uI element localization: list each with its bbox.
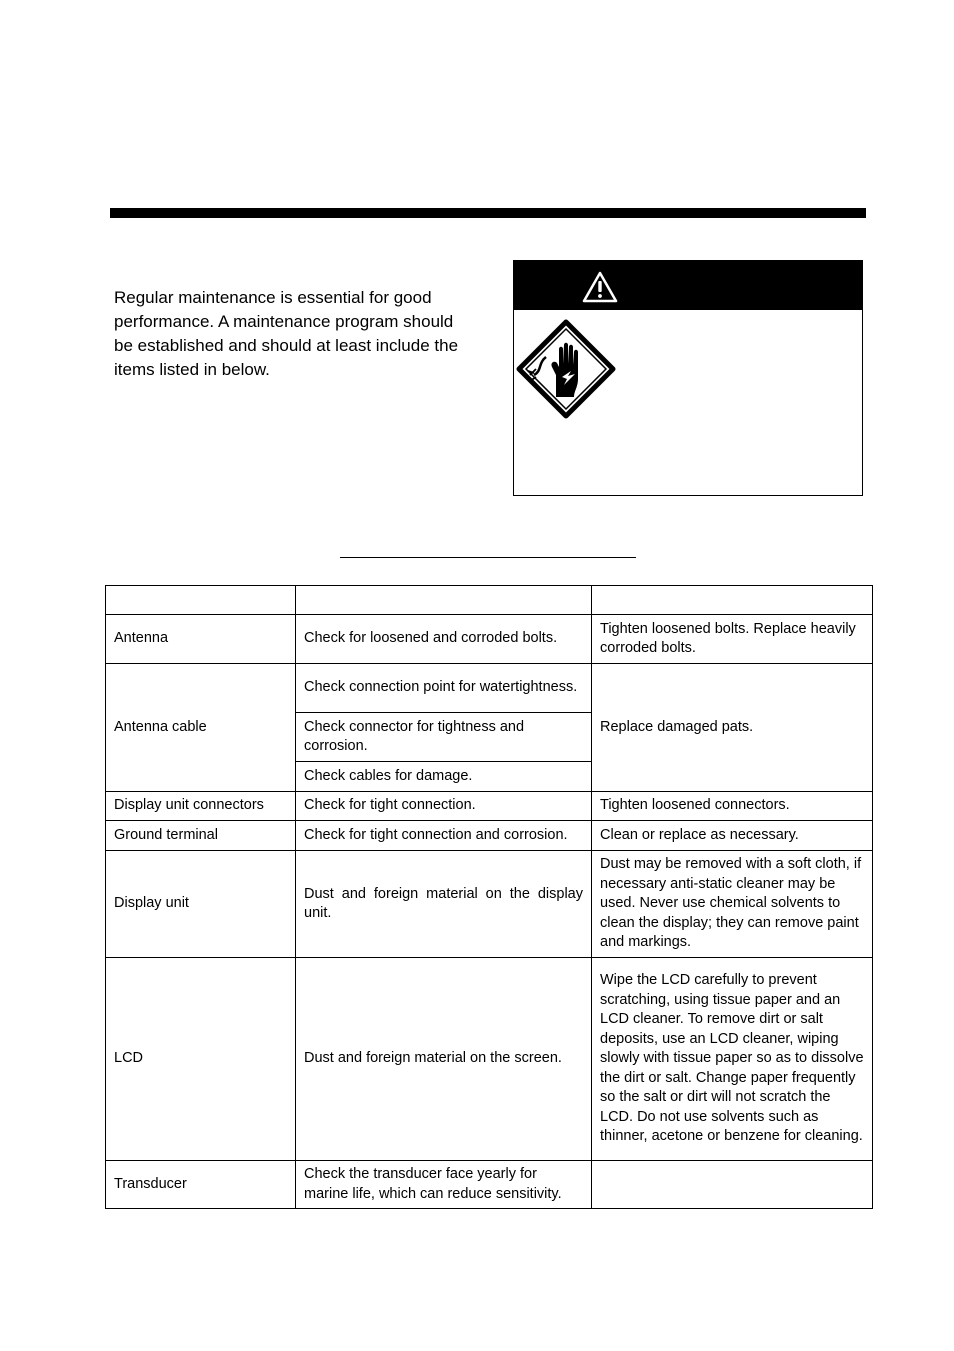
remedy-cell: Tighten loosened bolts. Replace heavily corroded bolts. xyxy=(592,615,873,664)
table-row xyxy=(106,1161,873,1209)
item-cell: Transducer xyxy=(106,1161,296,1209)
remedy-cell: Clean or replace as necessary. xyxy=(592,821,873,851)
table-row xyxy=(106,664,873,713)
intro-paragraph: Regular maintenance is essential for good performance. A maintenance program should be established and should at least include the items listed in below. xyxy=(114,288,459,379)
warning-header xyxy=(514,261,862,310)
remedy-cell xyxy=(592,1161,873,1209)
warning-box xyxy=(513,260,863,496)
table-row xyxy=(106,615,873,664)
table-title-underline xyxy=(340,557,636,558)
item-cell: Display unit xyxy=(106,851,296,958)
table-row xyxy=(106,821,873,851)
check-cell: Check cables for damage. xyxy=(296,762,592,792)
remedy-cell: Dust may be removed with a soft cloth, if necessary anti-static cleaner may be used. Never use chemical solvents to clean the display; they can remove paint and markings. xyxy=(592,851,873,958)
maintenance-table xyxy=(105,585,873,1209)
item-cell: Antenna xyxy=(106,615,296,664)
electric-shock-hand-icon xyxy=(516,319,616,419)
check-cell: Check for tight connection and corrosion. xyxy=(296,821,592,851)
check-cell: Check connector for tightness and corrosion. xyxy=(296,713,592,762)
header-cell xyxy=(296,586,592,615)
item-cell: Ground terminal xyxy=(106,821,296,851)
header-cell xyxy=(106,586,296,615)
table-header-row xyxy=(106,586,873,615)
remedy-cell: Replace damaged pats. xyxy=(592,664,873,792)
section-heading-bar xyxy=(110,208,866,218)
check-cell: Check for loosened and corroded bolts. xyxy=(296,615,592,664)
check-cell: Dust and foreign material on the display unit. xyxy=(296,851,592,958)
item-cell: Display unit connectors xyxy=(106,792,296,821)
header-cell xyxy=(592,586,873,615)
check-cell: Dust and foreign material on the screen. xyxy=(296,958,592,1161)
table-row xyxy=(106,792,873,821)
item-cell: LCD xyxy=(106,958,296,1161)
warning-triangle-icon xyxy=(582,271,618,303)
remedy-cell: Tighten loosened connectors. xyxy=(592,792,873,821)
table-row xyxy=(106,851,873,958)
check-cell: Check for tight connection. xyxy=(296,792,592,821)
remedy-cell: Wipe the LCD carefully to prevent scratching, using tissue paper and an LCD cleaner. To remove dirt or salt deposits, use an LCD cleaner, wiping slowly with tissue paper so as to dissolve the dirt or salt. Change paper frequently so the salt or dirt will not scratch the LCD. Do not use solvents such as thinner, acetone or benzene for cleaning. xyxy=(592,958,873,1161)
check-cell: Check connection point for watertightness. xyxy=(296,664,592,713)
item-cell: Antenna cable xyxy=(106,664,296,792)
table-row xyxy=(106,958,873,1161)
check-cell: Check the transducer face yearly for marine life, which can reduce sensitivity. xyxy=(296,1161,592,1209)
